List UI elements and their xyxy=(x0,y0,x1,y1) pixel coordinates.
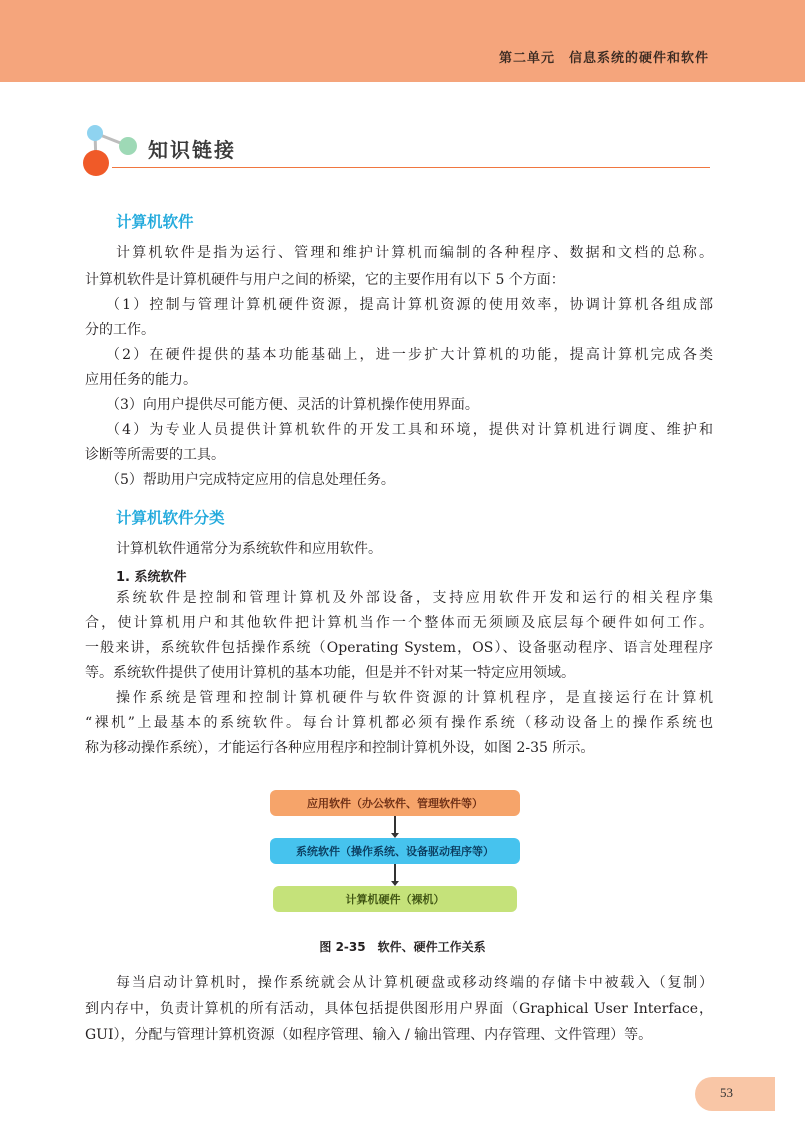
paragraph-line: （1）控制与管理计算机硬件资源，提高计算机资源的使用效率，协调计算机各组成部 xyxy=(106,297,713,313)
paragraph-line: 等。系统软件提供了使用计算机的基本功能，但是并不针对某一特定应用领域。 xyxy=(85,665,575,681)
paragraph-line: 分的工作。 xyxy=(85,322,155,338)
page-number: 53 xyxy=(720,1085,733,1100)
section-heading-software-classification: 计算机软件分类 xyxy=(116,509,225,527)
paragraph-line: 应用任务的能力。 xyxy=(85,372,197,388)
paragraph-line: 计算机软件通常分为系统软件和应用软件。 xyxy=(116,541,382,557)
paragraph-line: 每当启动计算机时，操作系统就会从计算机硬盘或移动终端的存储卡中被载入（复制） xyxy=(116,975,713,991)
paragraph-line: 到内存中，负责计算机的所有活动，具体包括提供图形用户界面（Graphical User Interface， xyxy=(85,1001,713,1017)
paragraph-line: （2）在硬件提供的基本功能基础上，进一步扩大计算机的功能，提高计算机完成各类 xyxy=(106,347,713,363)
section-heading-computer-software: 计算机软件 xyxy=(116,213,194,231)
down-arrow-icon xyxy=(394,816,396,834)
paragraph-line: 称为移动操作系统），才能运行各种应用程序和控制计算机外设，如图 2-35 所示。 xyxy=(85,740,595,756)
paragraph-line: （3）向用户提供尽可能方便、灵活的计算机操作使用界面。 xyxy=(106,397,479,413)
paragraph-line: 一般来讲，系统软件包括操作系统（Operating System，OS）、设备驱动程序、语言处理程序 xyxy=(85,640,713,656)
paragraph-line: 计算机软件是指为运行、管理和维护计算机而编制的各种程序、数据和文档的总称。 xyxy=(116,245,713,261)
paragraph-line: （5）帮助用户完成特定应用的信息处理任务。 xyxy=(106,472,395,488)
header-band xyxy=(0,0,805,82)
subheading-system-software: 1. 系统软件 xyxy=(116,570,187,585)
app-software-box: 应用软件（办公软件、管理软件等） xyxy=(270,790,520,816)
paragraph-line: 诊断等所需要的工具。 xyxy=(85,447,225,463)
paragraph-line: “裸机”上最基本的系统软件。每台计算机都必须有操作系统（移动设备上的操作系统也 xyxy=(85,715,713,731)
down-arrow-icon xyxy=(394,864,396,882)
system-software-box: 系统软件（操作系统、设备驱动程序等） xyxy=(270,838,520,864)
paragraph-line: 合，使计算机用户和其他软件把计算机当作一个整体而无须顾及底层每个硬件如何工作。 xyxy=(85,615,713,631)
page-number-tab xyxy=(695,1077,775,1111)
paragraph-line: （4）为专业人员提供计算机软件的开发工具和环境，提供对计算机进行调度、维护和 xyxy=(106,422,713,438)
hardware-box: 计算机硬件（裸机） xyxy=(273,886,517,912)
paragraph-line: 操作系统是管理和控制计算机硬件与软件资源的计算机程序，是直接运行在计算机 xyxy=(116,690,713,706)
paragraph-line: 系统软件是控制和管理计算机及外部设备，支持应用软件开发和运行的相关程序集 xyxy=(116,590,713,606)
knowledge-link-title: 知识链接 xyxy=(148,138,236,162)
paragraph-line: 计算机软件是计算机硬件与用户之间的桥梁，它的主要作用有以下 5 个方面： xyxy=(85,272,565,288)
figure-caption: 图 2-35 软件、硬件工作关系 xyxy=(319,940,486,954)
title-divider xyxy=(112,167,710,168)
molecule-icon xyxy=(80,122,140,182)
unit-title: 第二单元 信息系统的硬件和软件 xyxy=(498,51,709,66)
paragraph-line: GUI），分配与管理计算机资源（如程序管理、输入 / 输出管理、内存管理、文件管理）等。 xyxy=(85,1027,653,1043)
software-hardware-diagram xyxy=(265,784,525,929)
